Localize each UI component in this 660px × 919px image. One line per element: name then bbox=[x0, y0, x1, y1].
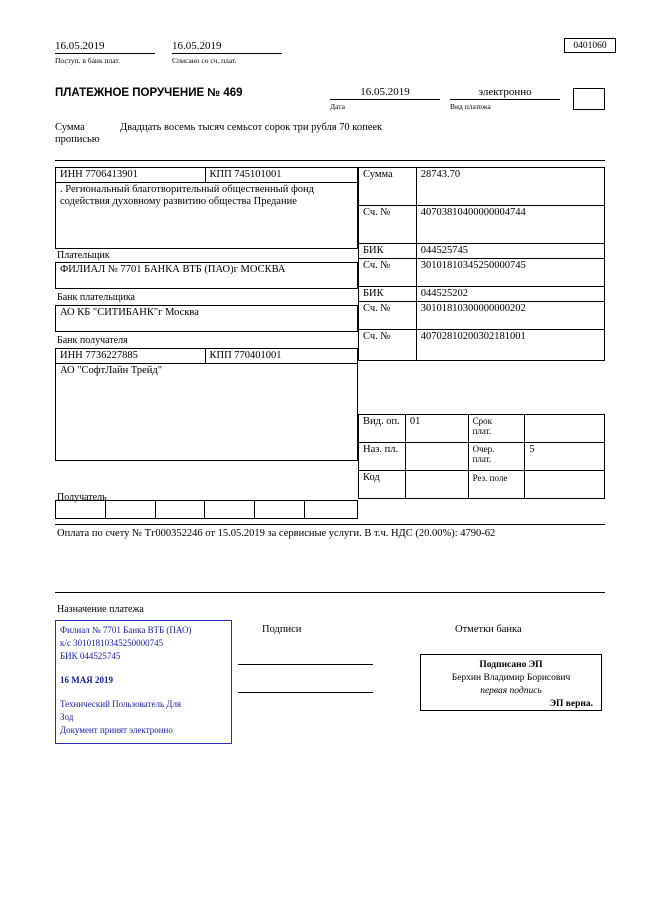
payer-name: . Региональный благотворительный общественный фонд содействия духовному развитию общества Предание bbox=[56, 183, 358, 249]
payer-bank-account-label: Сч. № bbox=[359, 259, 417, 287]
queue-label: Очер. плат. bbox=[468, 443, 525, 471]
reserve-value bbox=[525, 471, 605, 499]
payee-inn: ИНН 7736227885 bbox=[56, 349, 206, 364]
stamp-line-3: первая подпись bbox=[480, 686, 542, 696]
payee-bank-account-label: Сч. № bbox=[359, 302, 417, 330]
stamp-line-2: Берхин Владимир Борисович bbox=[451, 673, 571, 683]
extra-cell-3 bbox=[155, 501, 205, 519]
bank-marks-label: Отметки банка bbox=[455, 624, 522, 635]
purpose-rule bbox=[55, 592, 605, 593]
payer-bank-label: Банк плательщика bbox=[57, 292, 135, 303]
payee-account-label: Сч. № bbox=[359, 330, 417, 361]
purpose-text: Оплата по счету № Тг000352246 от 15.05.2019 за сервисные услуги. В т.ч. НДС (20.00%): 4790-62 bbox=[57, 528, 496, 539]
received-date-group bbox=[55, 40, 155, 65]
op-kind-label: Вид. оп. bbox=[359, 415, 406, 443]
payee-bank-bik-label: БИК bbox=[359, 287, 417, 302]
code-label: Код bbox=[359, 471, 406, 499]
payee-block-table bbox=[55, 348, 358, 461]
payer-inn: ИНН 7706413901 bbox=[56, 168, 206, 183]
payee-name: АО "СофтЛайн Трейд" bbox=[56, 364, 358, 461]
extra-cell-1 bbox=[56, 501, 106, 519]
signatures-label: Подписи bbox=[262, 624, 302, 635]
bank-electronic-note bbox=[55, 620, 232, 744]
codes-table bbox=[358, 414, 605, 499]
received-date-value: 16.05.2019 bbox=[55, 40, 155, 54]
debited-date-value: 16.05.2019 bbox=[172, 40, 282, 54]
debited-date-label: Списано со сч. плат. bbox=[172, 56, 237, 65]
bank-note-line-5: Зод bbox=[60, 712, 74, 722]
received-date-label: Поступ. в банк плат. bbox=[55, 56, 120, 65]
purpose-code-value bbox=[405, 443, 468, 471]
page-title: ПЛАТЕЖНОЕ ПОРУЧЕНИЕ № 469 bbox=[55, 87, 243, 99]
payee-bank-bik-value: 044525202 bbox=[416, 287, 604, 302]
grid-bottom-rule bbox=[55, 524, 605, 525]
bank-note-line-2: к/с 30101810345250000745 bbox=[60, 638, 164, 648]
debited-date-group bbox=[172, 40, 282, 65]
doc-date-value: 16.05.2019 bbox=[330, 86, 440, 100]
amount-words-value: Двадцать восемь тысяч семьсот сорок три рубля 70 копеек bbox=[120, 122, 383, 133]
doc-date-label: Дата bbox=[330, 102, 345, 111]
term-label: Срок плат. bbox=[468, 415, 525, 443]
stamp-line-4: ЭП верна. bbox=[549, 699, 593, 709]
payer-label: Плательщик bbox=[57, 250, 110, 261]
payment-kind-group bbox=[450, 86, 560, 111]
extra-fields-row bbox=[55, 500, 358, 519]
payee-account-value: 40702810200302181001 bbox=[416, 330, 604, 361]
sum-label: Сумма bbox=[359, 168, 417, 206]
payee-kpp: КПП 770401001 bbox=[205, 349, 357, 364]
payer-account-label: Сч. № bbox=[359, 206, 417, 244]
purpose-code-label: Наз. пл. bbox=[359, 443, 406, 471]
payment-kind-value: электронно bbox=[450, 86, 560, 100]
extra-cell-5 bbox=[255, 501, 305, 519]
payer-bank-table bbox=[55, 262, 358, 289]
payer-bank-bik-value: 044525745 bbox=[416, 244, 604, 259]
payer-kpp: КПП 745101001 bbox=[205, 168, 357, 183]
payee-bank-label: Банк получателя bbox=[57, 335, 128, 346]
extra-cell-6 bbox=[305, 501, 358, 519]
payee-label: Получатель bbox=[57, 492, 107, 503]
bank-note-line-1: Филиал № 7701 Банка ВТБ (ПАО) bbox=[60, 625, 192, 635]
payer-bank-bik-label: БИК bbox=[359, 244, 417, 259]
purpose-label: Назначение платежа bbox=[57, 604, 144, 615]
signature-line-1 bbox=[238, 664, 373, 665]
bank-note-line-3: БИК 044525745 bbox=[60, 651, 121, 661]
queue-value: 5 bbox=[525, 443, 605, 471]
sum-value: 28743.70 bbox=[416, 168, 604, 206]
payee-bank-name: АО КБ "СИТИБАНК"г Москва bbox=[56, 306, 358, 332]
amount-words-label: Сумма прописью bbox=[55, 122, 100, 145]
payer-bank-account-value: 30101810345250000745 bbox=[416, 259, 604, 287]
stamp-line-1: Подписано ЭП bbox=[479, 660, 543, 670]
bank-note-line-4: Технический Пользователь Для bbox=[60, 699, 182, 709]
signature-line-2 bbox=[238, 692, 373, 693]
op-kind-value: 01 bbox=[405, 415, 468, 443]
amount-words-underline bbox=[55, 160, 605, 161]
payer-block-table bbox=[55, 167, 358, 249]
sum-table bbox=[358, 167, 605, 361]
payee-bank-table bbox=[55, 305, 358, 332]
extra-cell-4 bbox=[205, 501, 255, 519]
electronic-signature-stamp bbox=[420, 654, 602, 711]
payer-bank-name: ФИЛИАЛ № 7701 БАНКА ВТБ (ПАО)г МОСКВА bbox=[56, 263, 358, 289]
form-code-box: 0401060 bbox=[564, 38, 616, 53]
bank-note-date: 16 МАЯ 2019 bbox=[60, 675, 113, 685]
payer-account-value: 40703810400000004744 bbox=[416, 206, 604, 244]
code-value bbox=[405, 471, 468, 499]
reserve-label: Рез. поле bbox=[468, 471, 525, 499]
payee-bank-account-value: 30101810300000000202 bbox=[416, 302, 604, 330]
payment-kind-label: Вид платежа bbox=[450, 102, 491, 111]
bank-note-line-6: Документ принят электронно bbox=[60, 725, 173, 735]
doc-date-group bbox=[330, 86, 440, 111]
term-value bbox=[525, 415, 605, 443]
payment-kind-code-box bbox=[573, 88, 605, 110]
extra-cell-2 bbox=[105, 501, 155, 519]
